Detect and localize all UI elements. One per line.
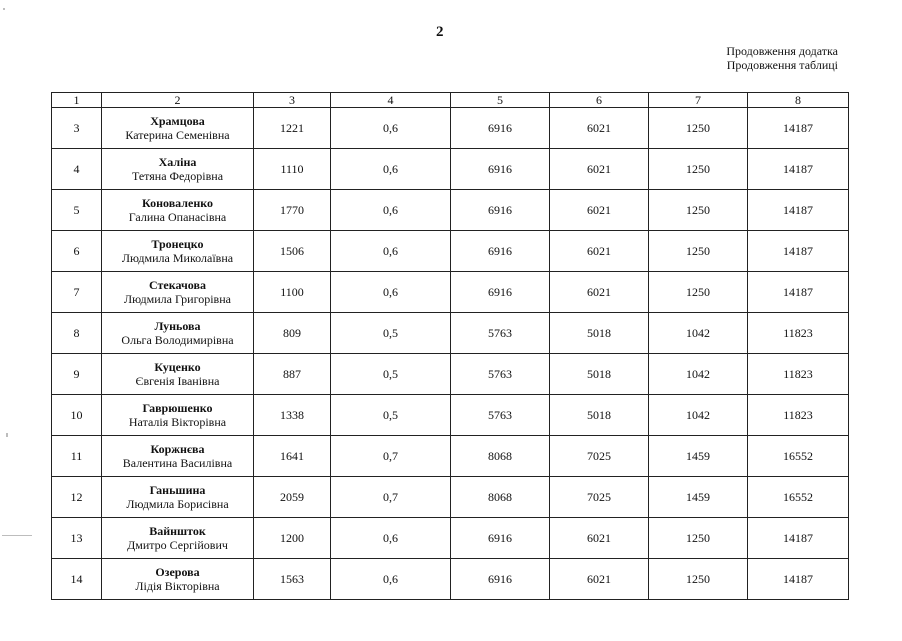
person-name-cell [102, 559, 254, 600]
value-cell-c7: 1250 [649, 149, 748, 190]
person-given-names: Євгенія Іванівна [135, 374, 220, 388]
person-name-cell [102, 354, 254, 395]
value-cell-c4: 0,7 [331, 436, 451, 477]
person-name-cell [102, 149, 254, 190]
data-table [51, 92, 849, 600]
table-row [52, 395, 849, 436]
person-name-cell [102, 313, 254, 354]
person-name-cell [102, 477, 254, 518]
person-name-cell [102, 272, 254, 313]
value-cell-c6: 5018 [550, 354, 649, 395]
value-cell-c8: 16552 [748, 436, 849, 477]
person-name-cell [102, 395, 254, 436]
person-surname: Озерова [155, 565, 200, 579]
value-cell-c3: 1506 [254, 231, 331, 272]
person-given-names: Людмила Григорівна [124, 292, 231, 306]
person-surname: Коржнєва [150, 442, 205, 456]
value-cell-c7: 1042 [649, 313, 748, 354]
table-row [52, 436, 849, 477]
value-cell-c5: 6916 [451, 190, 550, 231]
value-cell-c6: 6021 [550, 559, 649, 600]
column-header: 2 [102, 93, 254, 108]
person-surname: Храмцова [150, 114, 205, 128]
value-cell-c8: 11823 [748, 354, 849, 395]
value-cell-c4: 0,6 [331, 190, 451, 231]
column-header: 8 [748, 93, 849, 108]
person-given-names: Людмила Борисівна [126, 497, 229, 511]
value-cell-c8: 14187 [748, 149, 849, 190]
value-cell-c5: 8068 [451, 477, 550, 518]
value-cell-c8: 14187 [748, 190, 849, 231]
table-row [52, 518, 849, 559]
person-given-names: Галина Опанасівна [128, 210, 227, 224]
value-cell-c8: 16552 [748, 477, 849, 518]
value-cell-c6: 6021 [550, 231, 649, 272]
table-row [52, 313, 849, 354]
value-cell-c7: 1042 [649, 395, 748, 436]
person-given-names: Катерина Семенівна [125, 128, 230, 142]
person-given-names: Ольга Володимирівна [121, 333, 234, 347]
value-cell-c4: 0,5 [331, 313, 451, 354]
value-cell-c5: 8068 [451, 436, 550, 477]
person-surname: Халіна [158, 155, 197, 169]
value-cell-c3: 1563 [254, 559, 331, 600]
table-row [52, 559, 849, 600]
value-cell-c5: 6916 [451, 272, 550, 313]
row-number-cell: 4 [52, 149, 102, 190]
value-cell-c6: 5018 [550, 313, 649, 354]
value-cell-c7: 1250 [649, 108, 748, 149]
value-cell-c4: 0,5 [331, 395, 451, 436]
value-cell-c4: 0,6 [331, 149, 451, 190]
person-given-names: Лідія Вікторівна [135, 579, 220, 593]
person-name-cell [102, 108, 254, 149]
person-name-cell [102, 190, 254, 231]
value-cell-c8: 14187 [748, 108, 849, 149]
value-cell-c6: 7025 [550, 436, 649, 477]
person-given-names: Наталія Вікторівна [128, 415, 227, 429]
value-cell-c6: 6021 [550, 190, 649, 231]
value-cell-c5: 6916 [451, 559, 550, 600]
value-cell-c5: 6916 [451, 108, 550, 149]
continuation-note-appendix: Продовження додатка [726, 44, 838, 58]
scan-artifact [6, 433, 8, 437]
value-cell-c7: 1459 [649, 436, 748, 477]
value-cell-c7: 1250 [649, 190, 748, 231]
value-cell-c3: 809 [254, 313, 331, 354]
table-row [52, 272, 849, 313]
value-cell-c3: 1100 [254, 272, 331, 313]
scan-artifact [2, 535, 32, 536]
person-surname: Стекачова [149, 278, 206, 292]
value-cell-c6: 7025 [550, 477, 649, 518]
person-surname: Гаврюшенко [142, 401, 213, 415]
value-cell-c8: 14187 [748, 518, 849, 559]
column-header: 4 [331, 93, 451, 108]
person-surname: Коноваленко [141, 196, 214, 210]
value-cell-c7: 1250 [649, 231, 748, 272]
value-cell-c8: 14187 [748, 231, 849, 272]
person-name-cell [102, 436, 254, 477]
value-cell-c5: 5763 [451, 354, 550, 395]
value-cell-c7: 1250 [649, 559, 748, 600]
table-row [52, 108, 849, 149]
value-cell-c7: 1250 [649, 272, 748, 313]
continuation-notes [726, 44, 838, 72]
person-surname: Куценко [154, 360, 201, 374]
row-number-cell: 5 [52, 190, 102, 231]
value-cell-c5: 5763 [451, 395, 550, 436]
value-cell-c4: 0,5 [331, 354, 451, 395]
value-cell-c7: 1042 [649, 354, 748, 395]
person-name-cell [102, 231, 254, 272]
value-cell-c6: 5018 [550, 395, 649, 436]
table-row [52, 149, 849, 190]
person-given-names: Тетяна Федорівна [131, 169, 224, 183]
column-header: 5 [451, 93, 550, 108]
row-number-cell: 9 [52, 354, 102, 395]
continuation-note-table: Продовження таблиці [726, 58, 838, 72]
scan-artifact [3, 8, 5, 10]
page-number: 2 [436, 24, 444, 40]
table-body [52, 108, 849, 600]
value-cell-c3: 1110 [254, 149, 331, 190]
value-cell-c6: 6021 [550, 149, 649, 190]
value-cell-c3: 1200 [254, 518, 331, 559]
person-given-names: Дмитро Сергійович [127, 538, 228, 552]
value-cell-c8: 14187 [748, 559, 849, 600]
table-header-row [52, 93, 849, 108]
value-cell-c6: 6021 [550, 108, 649, 149]
row-number-cell: 12 [52, 477, 102, 518]
row-number-cell: 11 [52, 436, 102, 477]
row-number-cell: 3 [52, 108, 102, 149]
person-given-names: Людмила Миколаївна [121, 251, 234, 265]
value-cell-c6: 6021 [550, 518, 649, 559]
row-number-cell: 13 [52, 518, 102, 559]
column-header: 7 [649, 93, 748, 108]
value-cell-c4: 0,6 [331, 518, 451, 559]
table-row [52, 190, 849, 231]
row-number-cell: 14 [52, 559, 102, 600]
value-cell-c4: 0,6 [331, 231, 451, 272]
row-number-cell: 10 [52, 395, 102, 436]
value-cell-c3: 1338 [254, 395, 331, 436]
value-cell-c3: 1221 [254, 108, 331, 149]
person-given-names: Валентина Василівна [122, 456, 233, 470]
value-cell-c7: 1250 [649, 518, 748, 559]
value-cell-c4: 0,6 [331, 559, 451, 600]
row-number-cell: 8 [52, 313, 102, 354]
value-cell-c4: 0,7 [331, 477, 451, 518]
person-surname: Луньова [154, 319, 201, 333]
table-row [52, 231, 849, 272]
table-row [52, 477, 849, 518]
person-surname: Тронецко [151, 237, 204, 251]
person-surname: Вайншток [149, 524, 206, 538]
value-cell-c5: 5763 [451, 313, 550, 354]
row-number-cell: 7 [52, 272, 102, 313]
column-header: 3 [254, 93, 331, 108]
value-cell-c4: 0,6 [331, 108, 451, 149]
value-cell-c5: 6916 [451, 518, 550, 559]
value-cell-c5: 6916 [451, 149, 550, 190]
value-cell-c7: 1459 [649, 477, 748, 518]
value-cell-c3: 1641 [254, 436, 331, 477]
column-header: 6 [550, 93, 649, 108]
value-cell-c8: 11823 [748, 313, 849, 354]
value-cell-c8: 14187 [748, 272, 849, 313]
value-cell-c3: 887 [254, 354, 331, 395]
value-cell-c4: 0,6 [331, 272, 451, 313]
value-cell-c6: 6021 [550, 272, 649, 313]
column-header: 1 [52, 93, 102, 108]
person-surname: Ганьшина [149, 483, 206, 497]
row-number-cell: 6 [52, 231, 102, 272]
value-cell-c5: 6916 [451, 231, 550, 272]
value-cell-c8: 11823 [748, 395, 849, 436]
table-row [52, 354, 849, 395]
value-cell-c3: 2059 [254, 477, 331, 518]
value-cell-c3: 1770 [254, 190, 331, 231]
person-name-cell [102, 518, 254, 559]
